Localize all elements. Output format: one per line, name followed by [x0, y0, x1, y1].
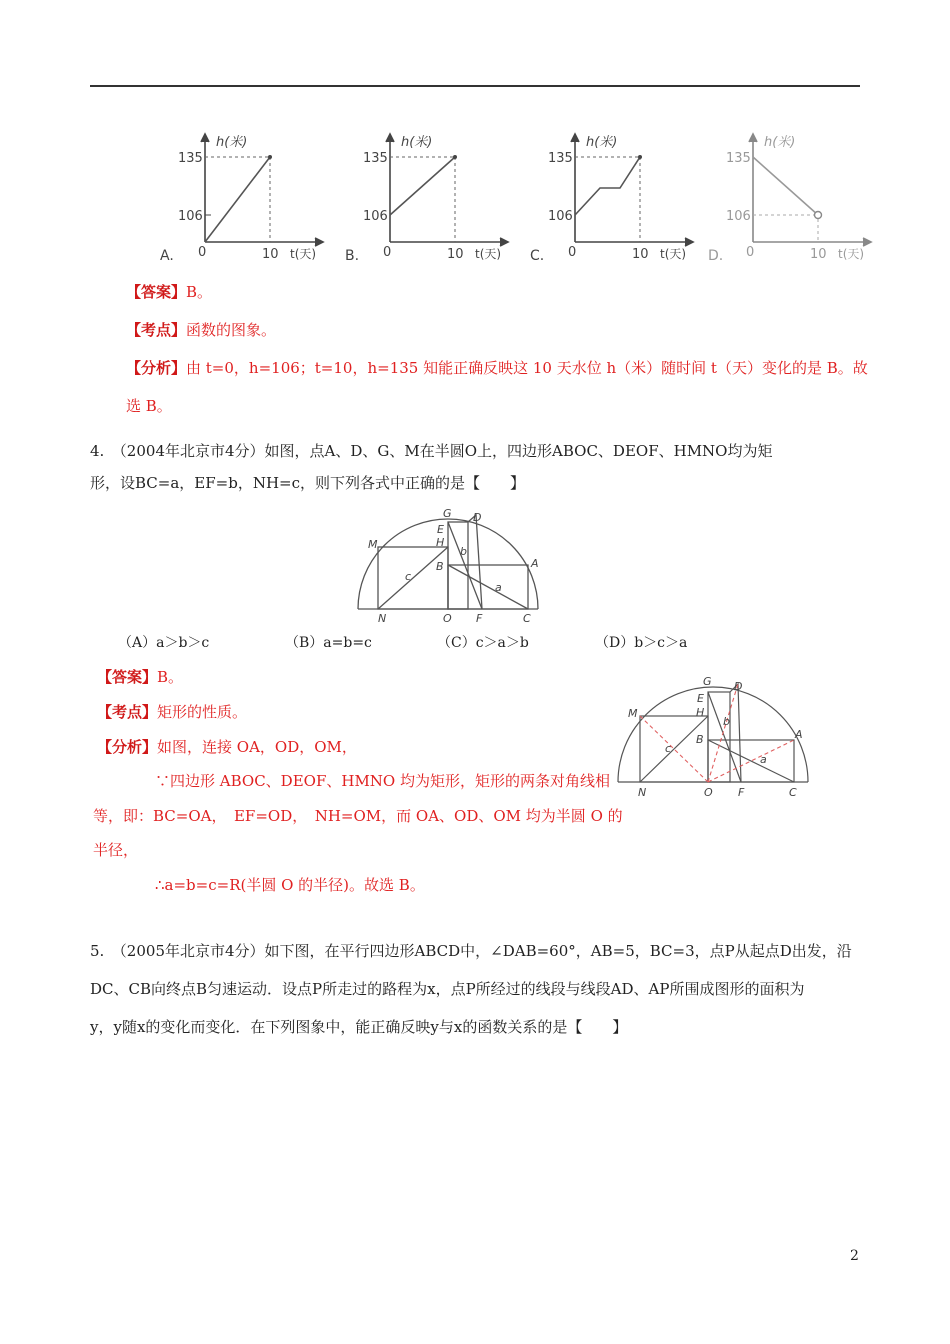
choice-a: （A）a＞b＞c [118, 635, 210, 651]
y-axis-label: h(米) [216, 135, 248, 150]
svg-text:C: C [523, 612, 531, 625]
option-label-a: A. [160, 248, 174, 264]
svg-text:c: c [405, 570, 412, 583]
svg-text:b: b [460, 545, 467, 558]
svg-text:B: B [696, 733, 704, 746]
svg-text:10: 10 [262, 247, 279, 262]
svg-text:t(天): t(天) [838, 247, 865, 261]
svg-text:O: O [704, 786, 713, 799]
svg-text:C: C [789, 786, 797, 799]
choice-d: （D）b＞c＞a [595, 635, 688, 651]
choice-c: （C）c＞a＞b [437, 635, 529, 651]
q4-fenxi: 【分析】如图，连接 OA，OD，OM， [97, 738, 357, 756]
svg-text:t(天): t(天) [475, 247, 502, 261]
svg-text:106: 106 [726, 209, 751, 224]
svg-text:0: 0 [383, 245, 392, 260]
svg-text:135: 135 [363, 151, 388, 166]
q4-kaodian: 【考点】矩形的性质。 [97, 703, 248, 721]
svg-text:O: O [443, 612, 452, 625]
q3-fenxi: 【分析】由 t=0，h=106；t=10，h=135 知能正确反映这 10 天水位 h（米）随时间 t（天）变化的是 B。故 [126, 359, 868, 377]
svg-text:135: 135 [726, 151, 751, 166]
svg-text:G: G [703, 675, 712, 688]
answer-label: 【答案】 [126, 283, 187, 301]
svg-text:M: M [368, 538, 378, 551]
svg-text:h(米): h(米) [401, 135, 433, 150]
svg-text:0: 0 [568, 245, 577, 260]
svg-text:106: 106 [178, 209, 203, 224]
header-rule [90, 85, 860, 87]
q4-fenxi-line3: 等，即：BC=OA， EF=OD， NH=OM，而 OA、OD、OM 均为半圆 O 的 [93, 807, 623, 825]
svg-text:t(天): t(天) [660, 247, 687, 261]
q4-answer: 【答案】B。 [97, 668, 184, 686]
q3-fenxi-cont: 选 B。 [126, 397, 172, 415]
svg-text:B: B [436, 560, 444, 573]
q4-fenxi-line2: ∵四边形 ABOC、DEOF、HMNO 均为矩形，矩形的两条对角线相 [155, 772, 610, 790]
option-label-d: D. [708, 248, 724, 264]
svg-text:a: a [495, 581, 502, 594]
option-label-b: B. [345, 248, 360, 264]
svg-text:10: 10 [632, 247, 649, 262]
q4-fenxi-line5: ∴a=b=c=R(半圆 O 的半径)。故选 B。 [155, 876, 425, 894]
q4-fenxi-line4: 半径， [93, 841, 139, 859]
graph-option-a [160, 128, 330, 268]
svg-text:10: 10 [810, 247, 827, 262]
svg-text:0: 0 [198, 245, 207, 260]
graph-option-c [530, 128, 700, 268]
q4-stem-line1: 4. （2004年北京市4分）如图，点A、D、G、M在半圆O上，四边形ABOC、DEOF、HMNO均为矩 [90, 442, 773, 460]
q4-figure [350, 505, 550, 627]
svg-text:A: A [531, 557, 539, 570]
svg-text:b: b [723, 715, 730, 728]
svg-text:G: G [443, 507, 452, 520]
svg-text:E: E [697, 692, 704, 705]
svg-text:E: E [437, 523, 444, 536]
svg-text:t(天): t(天) [290, 247, 317, 261]
q4-analysis-figure [608, 670, 838, 800]
svg-text:F: F [738, 786, 745, 799]
q3-kaodian: 【考点】函数的图象。 [126, 321, 277, 339]
svg-text:0: 0 [746, 245, 755, 260]
svg-text:H: H [436, 536, 445, 549]
svg-text:D: D [473, 511, 482, 524]
svg-text:106: 106 [363, 209, 388, 224]
svg-text:N: N [638, 786, 647, 799]
q3-answer [126, 281, 212, 302]
graph-option-b [345, 128, 515, 268]
graph-option-d [708, 128, 888, 268]
svg-text:a: a [760, 753, 767, 766]
q4-stem-line2: 形，设BC=a，EF=b，NH=c，则下列各式中正确的是【 】 [90, 474, 525, 492]
answer-value: B。 [186, 283, 213, 301]
page-number: 2 [850, 1248, 859, 1264]
svg-text:c: c [665, 742, 672, 755]
svg-text:N: N [378, 612, 387, 625]
svg-text:10: 10 [447, 247, 464, 262]
option-label-c: C. [530, 248, 545, 264]
svg-text:135: 135 [178, 151, 203, 166]
svg-text:106: 106 [548, 209, 573, 224]
svg-text:h(米): h(米) [586, 135, 618, 150]
choice-b: （B）a=b=c [285, 635, 372, 651]
q5-stem-line1: 5. （2005年北京市4分）如下图，在平行四边形ABCD中，∠DAB=60°，AB=5，BC=3，点P从起点D出发，沿 [90, 942, 852, 960]
svg-text:F: F [476, 612, 483, 625]
svg-text:135: 135 [548, 151, 573, 166]
svg-text:D: D [734, 680, 743, 693]
q5-stem-line2: DC、CB向终点B匀速运动．设点P所走过的路程为x，点P所经过的线段与线段AD、AP所围成图形的面积为 [90, 980, 805, 998]
q5-stem-line3: y，y随x的变化而变化．在下列图象中，能正确反映y与x的函数关系的是【 】 [90, 1018, 628, 1036]
svg-text:h(米): h(米) [764, 135, 796, 150]
svg-text:M: M [628, 707, 638, 720]
svg-text:H: H [696, 706, 705, 719]
svg-text:A: A [795, 728, 803, 741]
